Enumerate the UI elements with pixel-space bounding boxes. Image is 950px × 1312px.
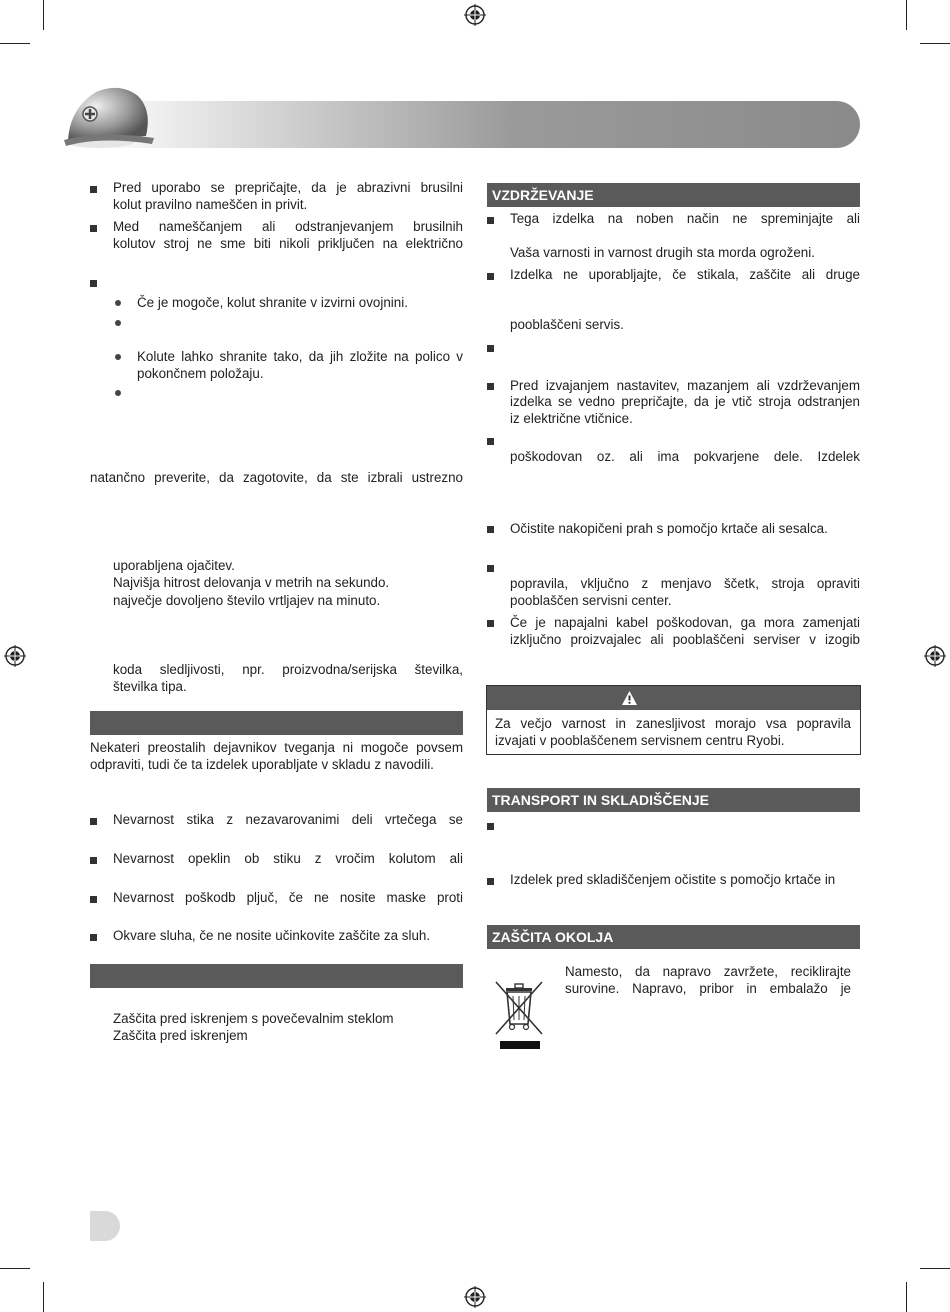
crop-mark [43, 1282, 44, 1312]
body-text: Zaščita pred iskrenjem s povečevalnim steklom [113, 1011, 394, 1026]
body-text: Okvare sluha, če ne nosite učinkovite zaščite za sluh. [113, 928, 431, 943]
crop-mark [0, 1268, 30, 1269]
bullet-dot [115, 354, 121, 360]
body-text: Namesto, da napravo zavržete, reciklirajte [565, 964, 851, 979]
body-text: pooblaščen servisni center. [510, 593, 672, 608]
bullet-dot [115, 300, 121, 306]
helmet-icon [60, 78, 160, 150]
body-text: Pred izvajanjem nastavitev, mazanjem ali vzdrževanjem [510, 378, 860, 393]
warning-header [487, 686, 860, 710]
body-text: Vaša varnosti in varnost drugih sta morda ogroženi. [510, 245, 815, 260]
body-text: številka tipa. [113, 679, 187, 694]
bullet-square [90, 280, 97, 287]
bullet-square [487, 526, 494, 533]
bullet-square [487, 620, 494, 627]
body-text: Najvišja hitrost delovanja v metrih na sekundo. [113, 575, 390, 590]
registration-mark-icon [464, 1286, 486, 1308]
bullet-square [487, 565, 494, 572]
body-text: Kolute lahko shranite tako, da jih zložite na polico v [137, 349, 463, 364]
crop-mark [906, 0, 907, 30]
bullet-square [90, 186, 97, 193]
body-text: poškodovan oz. ali ima pokvarjene dele. Izdelek [510, 449, 860, 464]
body-text: iz električne vtičnice. [510, 411, 633, 426]
body-text: Med nameščanjem ali odstranjevanjem brusilnih [113, 219, 463, 234]
body-text: kolut pravilno nameščen in privit. [113, 197, 308, 212]
bullet-square [487, 438, 494, 445]
crossed-bin-icon [492, 978, 546, 1052]
bullet-dot [115, 390, 121, 396]
body-text: popravila, vključno z menjavo ščetk, stroja opraviti [510, 576, 860, 591]
body-text: izključno proizvajalec ali pooblaščeni serviser v izogib [510, 632, 860, 647]
body-text: odpraviti, tudi če ta izdelek uporabljate v skladu z navodili. [90, 757, 434, 772]
bullet-square [90, 896, 97, 903]
body-text: natančno preverite, da zagotovite, da ste izbrali ustrezno [90, 470, 463, 485]
registration-mark-icon [924, 645, 946, 667]
bullet-square [487, 878, 494, 885]
section-header [90, 964, 463, 988]
body-text: Nevarnost poškodb pljuč, če ne nosite maske proti [113, 890, 463, 905]
body-text: Pred uporabo se prepričajte, da je abrazivni brusilni [113, 180, 463, 195]
body-text: Nekateri preostalih dejavnikov tveganja ni mogoče povsem [90, 740, 463, 755]
crop-mark [920, 1268, 950, 1269]
registration-mark-icon [464, 4, 486, 26]
bullet-square [487, 345, 494, 352]
body-text: Nevarnost opeklin ob stiku z vročim kolutom ali [113, 851, 463, 866]
section-header-maintenance: VZDRŽEVANJE [487, 183, 860, 207]
body-text: Tega izdelka na noben način ne spreminjajte ali [510, 211, 860, 226]
crop-mark [43, 0, 44, 30]
section-header [90, 711, 463, 735]
registration-mark-icon [4, 645, 26, 667]
bullet-square [90, 857, 97, 864]
warning-triangle-icon [621, 690, 638, 706]
body-text: kolutov stroj ne sme biti nikoli priključen na električno [113, 236, 463, 251]
bullet-square [90, 225, 97, 232]
body-text: Če je napajalni kabel poškodovan, ga mora zamenjati [510, 615, 860, 630]
crop-mark [906, 1282, 907, 1312]
bullet-dot [115, 320, 121, 326]
body-text: Nevarnost stika z nezavarovanimi deli vrtečega se [113, 812, 463, 827]
body-text: pokončnem položaju. [137, 366, 264, 381]
warning-text: Za večjo varnost in zanesljivost morajo vsa popravila [495, 716, 851, 731]
bullet-square [487, 273, 494, 280]
bullet-square [487, 823, 494, 830]
body-text: surovine. Napravo, pribor in embalažo je [565, 981, 851, 996]
bullet-square [487, 383, 494, 390]
warning-text: izvajati v pooblaščenem servisnem centru Ryobi. [495, 733, 785, 748]
body-text: izdelka se vedno prepričajte, da je vtič stroja odstranjen [510, 394, 860, 409]
bullet-square [90, 818, 97, 825]
body-text: Očistite nakopičeni prah s pomočjo krtače ali sesalca. [510, 521, 828, 536]
warning-box [486, 685, 861, 755]
bullet-square [487, 217, 494, 224]
body-text: pooblaščeni servis. [510, 317, 624, 332]
body-text: Če je mogoče, kolut shranite v izvirni ovojnini. [137, 295, 408, 310]
crop-mark [0, 43, 30, 44]
body-text: Izdelka ne uporabljajte, če stikala, zaščite ali druge [510, 267, 860, 282]
section-header-transport: TRANSPORT IN SKLADIŠČENJE [487, 788, 860, 812]
header-banner [92, 101, 860, 148]
body-text: Izdelek pred skladiščenjem očistite s pomočjo krtače in [510, 872, 836, 887]
body-text: največje dovoljeno število vrtljajev na minuto. [113, 593, 381, 608]
section-header-environment: ZAŠČITA OKOLJA [487, 925, 860, 949]
body-text: uporabljena ojačitev. [113, 558, 235, 573]
body-text: koda sledljivosti, npr. proizvodna/serijska številka, [113, 662, 463, 677]
page-number-tab [90, 1211, 120, 1241]
body-text: Zaščita pred iskrenjem [113, 1028, 248, 1043]
bullet-square [90, 934, 97, 941]
crop-mark [920, 43, 950, 44]
